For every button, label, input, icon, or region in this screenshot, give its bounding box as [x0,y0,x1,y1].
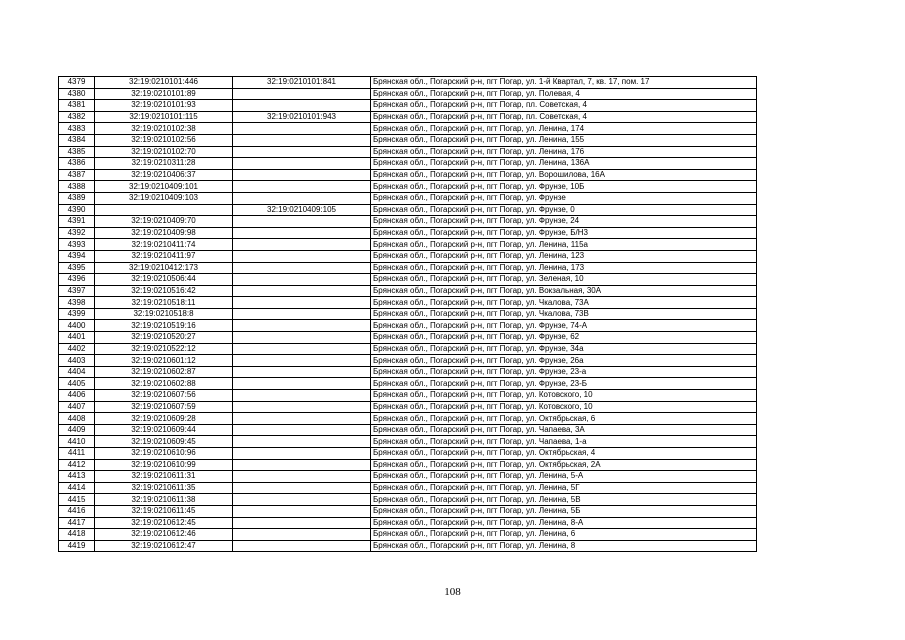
table-row [59,332,757,344]
row-number-cell: 4392 [59,227,95,239]
address-cell: Брянская обл., Погарский р-н, пгт Погар, ул. Котовского, 10 [371,401,757,413]
cadastral-number-cell: 32:19:0210610:96 [95,448,233,460]
address-cell: Брянская обл., Погарский р-н, пгт Погар, ул. Ленина, 174 [371,123,757,135]
table-row [59,111,757,123]
row-number-cell: 4383 [59,123,95,135]
cadastral-number-cell: 32:19:0210101:93 [95,100,233,112]
cadastral-number-cell: 32:19:0210611:45 [95,505,233,517]
cadastral-number-cell [95,204,233,216]
address-cell: Брянская обл., Погарский р-н, пгт Погар, ул. Чкалова, 73А [371,297,757,309]
cadastral-number-cell: 32:19:0210411:97 [95,250,233,262]
cadastral-number-cell: 32:19:0210607:59 [95,401,233,413]
linked-cadastral-number-cell [233,471,371,483]
row-number-cell: 4384 [59,134,95,146]
row-number-cell: 4382 [59,111,95,123]
table-row [59,158,757,170]
table-row [59,424,757,436]
row-number-cell: 4413 [59,471,95,483]
address-cell: Брянская обл., Погарский р-н, пгт Погар, пл. Советская, 4 [371,100,757,112]
row-number-cell: 4415 [59,494,95,506]
table-row [59,204,757,216]
linked-cadastral-number-cell: 32:19:0210101:943 [233,111,371,123]
linked-cadastral-number-cell [233,123,371,135]
page-number: 108 [444,586,461,598]
linked-cadastral-number-cell [233,436,371,448]
linked-cadastral-number-cell [233,239,371,251]
address-cell: Брянская обл., Погарский р-н, пгт Погар, ул. Чкалова, 73В [371,308,757,320]
table-row [59,308,757,320]
address-cell: Брянская обл., Погарский р-н, пгт Погар, ул. Фрунзе, 24 [371,216,757,228]
cadastral-number-cell: 32:19:0210520:27 [95,332,233,344]
table-row [59,436,757,448]
address-cell: Брянская обл., Погарский р-н, пгт Погар, ул. Вокзальная, 30А [371,285,757,297]
cadastral-number-cell: 32:19:0210409:103 [95,192,233,204]
table-row [59,216,757,228]
address-cell: Брянская обл., Погарский р-н, пгт Погар, ул. Ленина, 5Б [371,505,757,517]
row-number-cell: 4408 [59,413,95,425]
address-cell: Брянская обл., Погарский р-н, пгт Погар, ул. Ленина, 6 [371,529,757,541]
table-row [59,227,757,239]
cadastral-number-cell: 32:19:0210101:115 [95,111,233,123]
address-cell: Брянская обл., Погарский р-н, пгт Погар, ул. Чапаева, 3А [371,424,757,436]
linked-cadastral-number-cell [233,413,371,425]
cadastral-number-cell: 32:19:0210522:12 [95,343,233,355]
cadastral-number-cell: 32:19:0210102:70 [95,146,233,158]
cadastral-number-cell: 32:19:0210602:88 [95,378,233,390]
row-number-cell: 4381 [59,100,95,112]
address-cell: Брянская обл., Погарский р-н, пгт Погар, пл. Советская, 4 [371,111,757,123]
table-row [59,274,757,286]
row-number-cell: 4403 [59,355,95,367]
row-number-cell: 4391 [59,216,95,228]
table-row [59,529,757,541]
row-number-cell: 4398 [59,297,95,309]
row-number-cell: 4385 [59,146,95,158]
table-row [59,250,757,262]
cadastral-number-cell: 32:19:0210612:45 [95,517,233,529]
row-number-cell: 4396 [59,274,95,286]
row-number-cell: 4390 [59,204,95,216]
row-number-cell: 4418 [59,529,95,541]
table-row [59,123,757,135]
linked-cadastral-number-cell [233,482,371,494]
cadastral-number-cell: 32:19:0210101:446 [95,77,233,89]
address-cell: Брянская обл., Погарский р-н, пгт Погар, ул. Ленина, 173 [371,262,757,274]
table-row [59,471,757,483]
cadastral-number-cell: 32:19:0210506:44 [95,274,233,286]
linked-cadastral-number-cell [233,134,371,146]
address-cell: Брянская обл., Погарский р-н, пгт Погар, ул. Котовского, 10 [371,390,757,402]
table-row [59,448,757,460]
table-row [59,262,757,274]
table-row [59,285,757,297]
address-cell: Брянская обл., Погарский р-н, пгт Погар, ул. Фрунзе, 74-А [371,320,757,332]
linked-cadastral-number-cell [233,320,371,332]
address-cell: Брянская обл., Погарский р-н, пгт Погар, ул. 1-й Квартал, 7, кв. 17, пом. 17 [371,77,757,89]
linked-cadastral-number-cell [233,192,371,204]
address-cell: Брянская обл., Погарский р-н, пгт Погар, ул. Фрунзе, 0 [371,204,757,216]
address-cell: Брянская обл., Погарский р-н, пгт Погар, ул. Фрунзе, 23-а [371,366,757,378]
address-cell: Брянская обл., Погарский р-н, пгт Погар, ул. Ленина, 5В [371,494,757,506]
table-row [59,343,757,355]
table-row [59,134,757,146]
cadastral-number-cell: 32:19:0210611:35 [95,482,233,494]
cadastral-number-cell: 32:19:0210311:28 [95,158,233,170]
table-row [59,88,757,100]
linked-cadastral-number-cell [233,517,371,529]
table-row [59,192,757,204]
cadastral-number-cell: 32:19:0210406:37 [95,169,233,181]
address-cell: Брянская обл., Погарский р-н, пгт Погар, ул. Ленина, 5-А [371,471,757,483]
cadastral-number-cell: 32:19:0210610:99 [95,459,233,471]
address-cell: Брянская обл., Погарский р-н, пгт Погар, ул. Ленина, 8 [371,540,757,552]
address-cell: Брянская обл., Погарский р-н, пгт Погар, ул. Ленина, 136А [371,158,757,170]
cadastral-number-cell: 32:19:0210612:46 [95,529,233,541]
table-row [59,540,757,552]
row-number-cell: 4389 [59,192,95,204]
linked-cadastral-number-cell [233,146,371,158]
linked-cadastral-number-cell [233,158,371,170]
address-cell: Брянская обл., Погарский р-н, пгт Погар, ул. Ленина, 115а [371,239,757,251]
row-number-cell: 4379 [59,77,95,89]
table-row [59,505,757,517]
address-cell: Брянская обл., Погарский р-н, пгт Погар, ул. Чапаева, 1-а [371,436,757,448]
linked-cadastral-number-cell [233,285,371,297]
linked-cadastral-number-cell [233,308,371,320]
table-row [59,320,757,332]
table-row [59,390,757,402]
row-number-cell: 4416 [59,505,95,517]
linked-cadastral-number-cell [233,378,371,390]
linked-cadastral-number-cell [233,401,371,413]
cadastral-number-cell: 32:19:0210609:44 [95,424,233,436]
address-cell: Брянская обл., Погарский р-н, пгт Погар, ул. Полевая, 4 [371,88,757,100]
cadastral-number-cell: 32:19:0210611:31 [95,471,233,483]
row-number-cell: 4387 [59,169,95,181]
linked-cadastral-number-cell [233,355,371,367]
address-cell: Брянская обл., Погарский р-н, пгт Погар, ул. Ленина, 5Г [371,482,757,494]
table-row [59,77,757,89]
cadastral-number-cell: 32:19:0210102:56 [95,134,233,146]
address-cell: Брянская обл., Погарский р-н, пгт Погар, ул. Фрунзе, Б/Н3 [371,227,757,239]
table-row [59,459,757,471]
cadastral-number-cell: 32:19:0210409:98 [95,227,233,239]
linked-cadastral-number-cell [233,459,371,471]
linked-cadastral-number-cell: 32:19:0210409:105 [233,204,371,216]
linked-cadastral-number-cell [233,250,371,262]
address-cell: Брянская обл., Погарский р-н, пгт Погар, ул. Ворошилова, 16А [371,169,757,181]
linked-cadastral-number-cell [233,332,371,344]
linked-cadastral-number-cell [233,274,371,286]
linked-cadastral-number-cell [233,169,371,181]
row-number-cell: 4411 [59,448,95,460]
linked-cadastral-number-cell [233,297,371,309]
linked-cadastral-number-cell [233,424,371,436]
address-cell: Брянская обл., Погарский р-н, пгт Погар, ул. Фрунзе, 23-Б [371,378,757,390]
linked-cadastral-number-cell [233,262,371,274]
cadastral-number-cell: 32:19:0210519:16 [95,320,233,332]
cadastral-number-cell: 32:19:0210102:38 [95,123,233,135]
row-number-cell: 4405 [59,378,95,390]
row-number-cell: 4412 [59,459,95,471]
cadastral-number-cell: 32:19:0210609:28 [95,413,233,425]
table-row [59,378,757,390]
address-cell: Брянская обл., Погарский р-н, пгт Погар, ул. Фрунзе, 26а [371,355,757,367]
linked-cadastral-number-cell [233,448,371,460]
row-number-cell: 4406 [59,390,95,402]
cadastral-number-cell: 32:19:0210101:89 [95,88,233,100]
address-cell: Брянская обл., Погарский р-н, пгт Погар, ул. Ленина, 8-А [371,517,757,529]
row-number-cell: 4402 [59,343,95,355]
table-row [59,146,757,158]
address-cell: Брянская обл., Погарский р-н, пгт Погар, ул. Ленина, 123 [371,250,757,262]
linked-cadastral-number-cell [233,505,371,517]
registry-table [58,76,757,552]
cadastral-number-cell: 32:19:0210516:42 [95,285,233,297]
row-number-cell: 4401 [59,332,95,344]
cadastral-number-cell: 32:19:0210518:11 [95,297,233,309]
table-row [59,181,757,193]
row-number-cell: 4400 [59,320,95,332]
address-cell: Брянская обл., Погарский р-н, пгт Погар, ул. Фрунзе, 62 [371,332,757,344]
cadastral-number-cell: 32:19:0210611:38 [95,494,233,506]
table-row [59,366,757,378]
row-number-cell: 4393 [59,239,95,251]
row-number-cell: 4380 [59,88,95,100]
row-number-cell: 4386 [59,158,95,170]
cadastral-number-cell: 32:19:0210602:87 [95,366,233,378]
linked-cadastral-number-cell: 32:19:0210101:841 [233,77,371,89]
cadastral-number-cell: 32:19:0210601:12 [95,355,233,367]
row-number-cell: 4410 [59,436,95,448]
linked-cadastral-number-cell [233,494,371,506]
registry-table-body [59,77,757,552]
address-cell: Брянская обл., Погарский р-н, пгт Погар, ул. Фрунзе [371,192,757,204]
address-cell: Брянская обл., Погарский р-н, пгт Погар, ул. Фрунзе, 10Б [371,181,757,193]
row-number-cell: 4407 [59,401,95,413]
address-cell: Брянская обл., Погарский р-н, пгт Погар, ул. Октябрьская, 4 [371,448,757,460]
address-cell: Брянская обл., Погарский р-н, пгт Погар, ул. Ленина, 176 [371,146,757,158]
table-row [59,355,757,367]
cadastral-number-cell: 32:19:0210612:47 [95,540,233,552]
table-row [59,239,757,251]
linked-cadastral-number-cell [233,390,371,402]
row-number-cell: 4394 [59,250,95,262]
linked-cadastral-number-cell [233,88,371,100]
table-row [59,494,757,506]
linked-cadastral-number-cell [233,100,371,112]
cadastral-number-cell: 32:19:0210609:45 [95,436,233,448]
row-number-cell: 4409 [59,424,95,436]
address-cell: Брянская обл., Погарский р-н, пгт Погар, ул. Фрунзе, 34а [371,343,757,355]
cadastral-number-cell: 32:19:0210409:70 [95,216,233,228]
cadastral-number-cell: 32:19:0210411:74 [95,239,233,251]
linked-cadastral-number-cell [233,181,371,193]
linked-cadastral-number-cell [233,529,371,541]
cadastral-number-cell: 32:19:0210412:173 [95,262,233,274]
table-row [59,297,757,309]
table-row [59,401,757,413]
address-cell: Брянская обл., Погарский р-н, пгт Погар, ул. Октябрьская, 6 [371,413,757,425]
cadastral-number-cell: 32:19:0210518:8 [95,308,233,320]
address-cell: Брянская обл., Погарский р-н, пгт Погар, ул. Зеленая, 10 [371,274,757,286]
table-row [59,413,757,425]
linked-cadastral-number-cell [233,366,371,378]
row-number-cell: 4397 [59,285,95,297]
linked-cadastral-number-cell [233,540,371,552]
row-number-cell: 4399 [59,308,95,320]
row-number-cell: 4419 [59,540,95,552]
row-number-cell: 4414 [59,482,95,494]
row-number-cell: 4404 [59,366,95,378]
linked-cadastral-number-cell [233,227,371,239]
address-cell: Брянская обл., Погарский р-н, пгт Погар, ул. Ленина, 155 [371,134,757,146]
table-row [59,517,757,529]
table-row [59,169,757,181]
linked-cadastral-number-cell [233,343,371,355]
cadastral-number-cell: 32:19:0210607:56 [95,390,233,402]
table-row [59,100,757,112]
row-number-cell: 4388 [59,181,95,193]
address-cell: Брянская обл., Погарский р-н, пгт Погар, ул. Октябрьская, 2А [371,459,757,471]
row-number-cell: 4417 [59,517,95,529]
cadastral-number-cell: 32:19:0210409:101 [95,181,233,193]
linked-cadastral-number-cell [233,216,371,228]
table-row [59,482,757,494]
row-number-cell: 4395 [59,262,95,274]
